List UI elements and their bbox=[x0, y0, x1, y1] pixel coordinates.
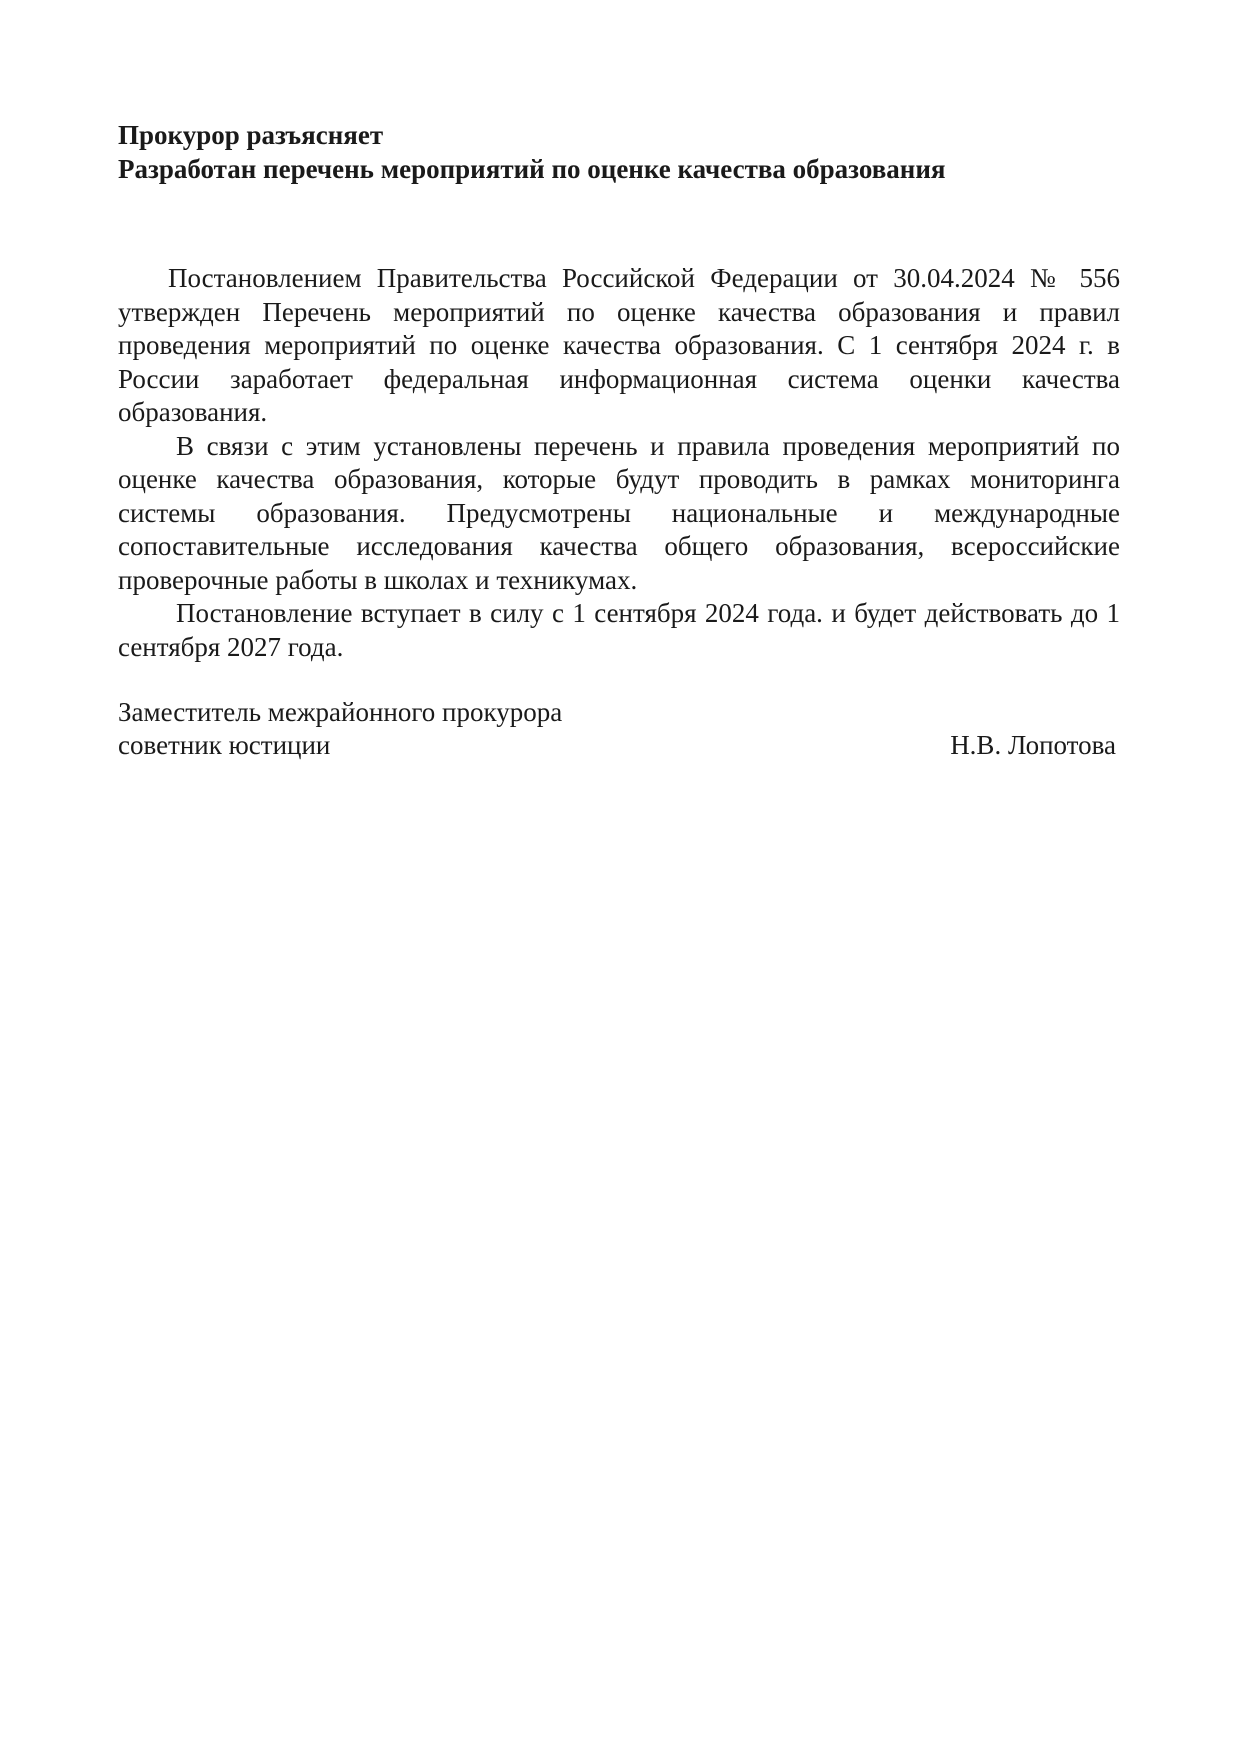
document-title: Разработан перечень мероприятий по оценке качества образования bbox=[118, 154, 946, 184]
document-kicker: Прокурор разъясняет bbox=[118, 120, 384, 150]
body-paragraph-3: Постановление вступает в силу с 1 сентября 2024 года. и будет действовать до 1 сентября 2027 года. bbox=[118, 598, 1120, 662]
body-paragraph-2: В связи с этим установлены перечень и правила проведения мероприятий по оценке качества образования, которые будут проводить в рамках мониторинга системы образования. Предусмотрены национальные и международные сопоставительные исследования качества общего образования, всероссийские проверочные работы в школах и техникумах. bbox=[118, 430, 1120, 595]
signature-position-line-1: Заместитель межрайонного прокурора bbox=[118, 697, 563, 727]
signatory-name: Н.В. Лопотова bbox=[950, 730, 1116, 760]
signature-block bbox=[118, 696, 1120, 762]
signature-line bbox=[118, 729, 1116, 762]
document-body bbox=[118, 262, 1120, 664]
document-header bbox=[118, 118, 1120, 186]
body-paragraph-1: Постановлением Правительства Российской Федерации от 30.04.2024 № 556 утвержден Перечень мероприятий по оценке качества образования и правил проведения мероприятий по оценке качества образования. С 1 сентября 2024 г. в России заработает федеральная информационная система оценки качества образования. bbox=[118, 263, 1120, 427]
document-page bbox=[118, 118, 1120, 762]
signature-position-line-2: советник юстиции bbox=[118, 730, 331, 760]
